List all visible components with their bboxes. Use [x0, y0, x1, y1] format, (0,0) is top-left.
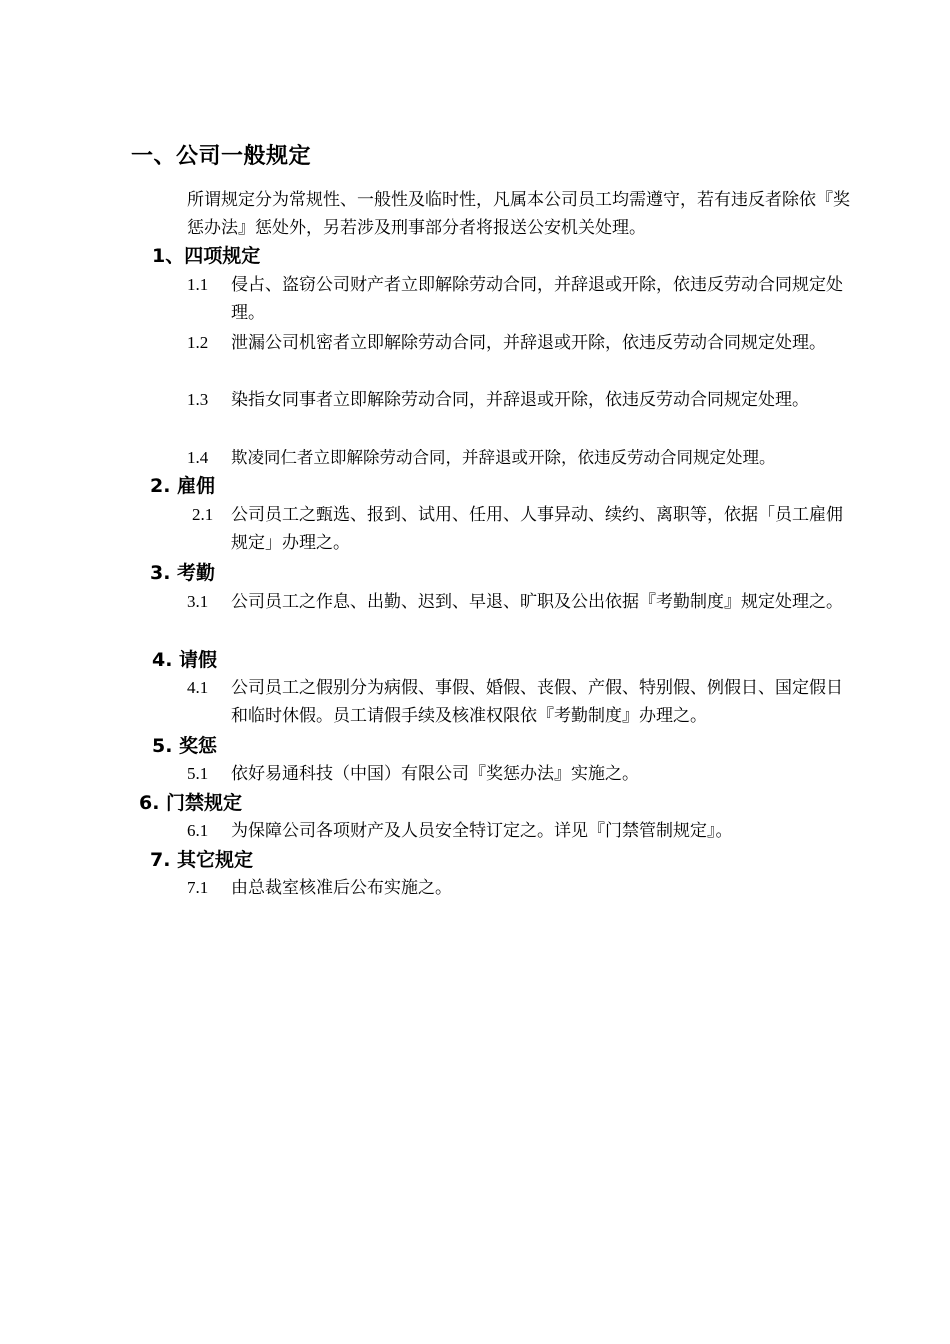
item-text: 欺凌同仁者立即解除劳动合同，并辞退或开除，依违反劳动合同规定处理。: [231, 448, 776, 467]
item-number: 1.4: [187, 448, 209, 467]
list-item-6-1: [187, 817, 867, 845]
list-item-3-1: [187, 588, 867, 616]
item-text: 侵占、盗窃公司财产者立即解除劳动合同，并辞退或开除，依违反劳动合同规定处理。: [231, 275, 843, 323]
section-heading-5: 5. 奖惩: [152, 735, 218, 757]
item-number: 6.1: [187, 821, 209, 840]
item-number: 1.3: [187, 390, 209, 409]
item-number: 4.1: [187, 678, 209, 697]
item-number: 3.1: [187, 592, 209, 611]
section-heading-2: 2. 雇佣: [150, 475, 216, 497]
section-heading-7: 7. 其它规定: [150, 849, 254, 871]
section-heading-4: 4. 请假: [152, 649, 218, 671]
item-number: 2.1: [192, 505, 214, 524]
item-number: 7.1: [187, 878, 209, 897]
item-text: 泄漏公司机密者立即解除劳动合同，并辞退或开除，依违反劳动合同规定处理。: [231, 333, 826, 353]
item-number: 5.1: [187, 764, 209, 783]
item-text: 公司员工之作息、出勤、迟到、早退、旷职及公出依据『考勤制度』规定处理之。: [231, 592, 843, 612]
section-heading-1: 1、四项规定: [152, 245, 261, 267]
list-item-1-3: [187, 386, 867, 414]
item-text: 公司员工之甄选、报到、试用、任用、人事异动、续约、离职等，依据「员工雇佣规定」办理之。: [231, 505, 843, 553]
list-item-4-1: [187, 674, 867, 730]
item-number: 1.1: [187, 275, 209, 294]
list-item-2-1: [187, 501, 867, 557]
list-item-1-4: [187, 444, 867, 472]
section-heading-3: 3. 考勤: [150, 562, 216, 584]
list-item-5-1: [187, 760, 867, 788]
item-number: 1.2: [187, 333, 209, 352]
list-item-7-1: [187, 874, 867, 902]
page-title: 一、公司一般规定: [131, 144, 312, 169]
list-item-1-2: [187, 329, 867, 357]
section-heading-6: 6. 门禁规定: [139, 792, 243, 814]
list-item-1-1: [187, 271, 867, 327]
item-text: 为保障公司各项财产及人员安全特订定之。详见『门禁管制规定』。: [231, 821, 733, 841]
item-text: 由总裁室核准后公布实施之。: [231, 878, 452, 898]
intro-paragraph: 所谓规定分为常规性、一般性及临时性，凡属本公司员工均需遵守，若有违反者除依『奖惩办法』惩处外，另若涉及刑事部分者将报送公安机关处理。: [187, 190, 850, 238]
item-text: 染指女同事者立即解除劳动合同，并辞退或开除，依违反劳动合同规定处理。: [231, 390, 809, 410]
item-text: 依好易通科技（中国）有限公司『奖惩办法』实施之。: [231, 764, 639, 784]
item-text: 公司员工之假别分为病假、事假、婚假、丧假、产假、特别假、例假日、国定假日和临时休假。员工请假手续及核准权限依『考勤制度』办理之。: [231, 678, 843, 726]
